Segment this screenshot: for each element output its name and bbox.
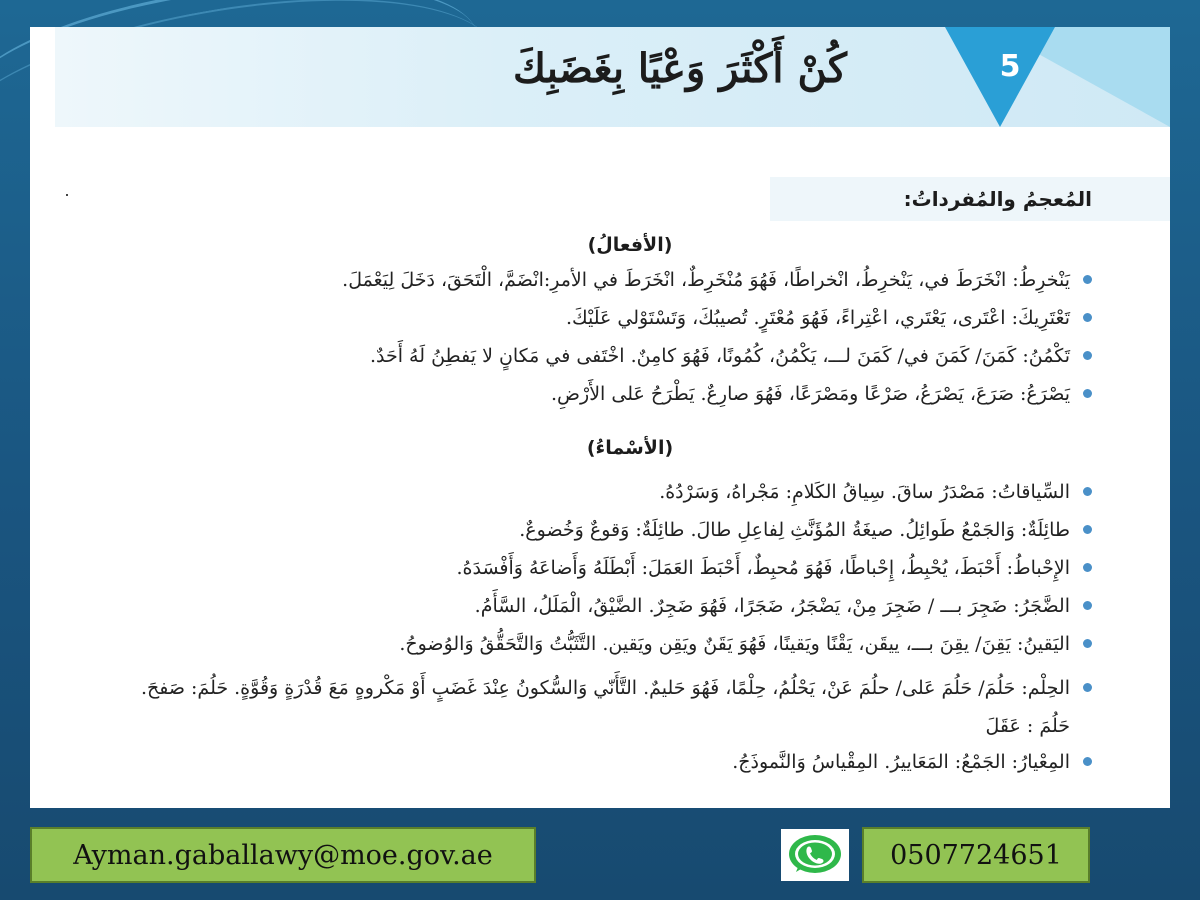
bullet-icon [1083,757,1092,766]
list-item: طائِلَةٌ: وَالجَمْعُ طَوائِلُ. صيغَةُ المُؤَنَّثِ لِفاعِلِ طالَ. طائِلَةٌ: وَقوعٌ وَخُضوعٌ. [130,517,1092,543]
list-item: الإِحْباطُ: أَحْبَطَ، يُحْبِطُ، إِحْباطًا، فَهُوَ مُحبِطٌ، أَحْبَطَ العَمَلَ: أَبْطَلَهُ وَأَضاعَهُ وَأَفْسَدَهُ. [130,555,1092,581]
list-item: الضَّجَرُ: ضَجِرَ بـــ / ضَجِرَ مِنْ، يَضْجَرُ، ضَجَرًا، فَهُوَ ضَجِرٌ. الضَّيْقُ، الْمَلَلُ، السَّأَمُ. [130,593,1092,619]
list-item: تَعْتَرِيكَ: اعْتَرى، يَعْتَري، اعْتِراءً، فَهُوَ مُعْتَرٍ. تُصيبُكَ، وَتَسْتَوْلي عَلَيْكَ. [342,305,1092,331]
bullet-icon [1083,639,1092,648]
bullet-icon [1083,351,1092,360]
list-item: يَنْخرِطُ: انْخَرَطَ في، يَنْخرِطُ، انْخراطًا، فَهُوَ مُنْخَرِطٌ، انْخَرَطَ في الأمرِ:انْضَمَّ، الْتَحَقَ، دَخَلَ لِيَعْمَلَ. [342,267,1092,293]
section-heading: المُعجمُ والمُفرداتُ: [903,187,1092,211]
bullet-icon [1083,487,1092,496]
email-address[interactable]: Ayman.gaballawy@moe.gov.ae [73,839,493,871]
nouns-heading: (الأسْماءُ) [586,437,674,459]
bullet-icon [1083,525,1092,534]
whatsapp-icon-graphic [786,832,844,878]
page-mark [66,194,68,196]
bullet-icon [1083,389,1092,398]
bullet-icon [1083,275,1092,284]
list-item: اليَقينُ: يَقِنَ/ يقِنَ بـــ، ييقَن، يَقْنًا ويَقينًا، فَهُوَ يَقَنٌ ويَقِن ويَقين. التَّثَبُّتُ وَالتَّحَقُّقُ وَالوُضوحُ. [130,631,1092,657]
list-item: تَكْمُنُ: كَمَنَ/ كَمَنَ في/ كَمَنَ لـــ، يَكْمُنُ، كُمُونًا، فَهُوَ كامِنٌ. اخْتَفى في مَكانٍ لا يَفطِنُ لَهُ أَحَدٌ. [342,343,1092,369]
verbs-list [342,267,1092,419]
list-item: السِّياقاتُ: مَصْدَرُ ساقَ. سِياقُ الكَلامِ: مَجْراهُ، وَسَرْدُهُ. [130,479,1092,505]
phone-contact[interactable] [862,827,1090,883]
bullet-icon [1083,563,1092,572]
list-item: الحِلْم: حَلُمَ/ حَلُمَ عَلى/ حلُمَ عَنْ، يَحْلُمُ، حِلْمًا، فَهُوَ حَليمٌ. التَّأَنّي وَالسُّكونُ عِنْدَ غَضَبٍ أَوْ مَكْروهٍ مَعَ قُدْرَةٍ وَقُوَّةٍ. حَلُمَ: صَفحَ. حَلُمَ : عَقَلَ [130,669,1092,745]
bullet-icon [1083,683,1092,692]
phone-number[interactable]: 0507724651 [890,839,1062,871]
textbook-page [30,27,1170,808]
lesson-title: كُنْ أَكْثَرَ وَعْيًا بِغَضَبِكَ [513,45,847,92]
bullet-icon [1083,601,1092,610]
whatsapp-icon[interactable] [781,829,849,881]
list-item: يَصْرَعُ: صَرَعَ، يَصْرَعُ، صَرْعًا ومَصْرَعًا، فَهُوَ صارِعٌ. يَطْرَحُ عَلى الأَرْضِ. [342,381,1092,407]
nouns-list [130,479,1092,787]
lesson-number: 5 [999,49,1021,84]
email-contact[interactable] [30,827,536,883]
bullet-icon [1083,313,1092,322]
list-item: المِعْيارُ: الجَمْعُ: المَعَاييرُ. المِقْياسُ وَالنَّموذَجُ. [130,749,1092,775]
verbs-heading: (الأفعالُ) [587,234,673,256]
